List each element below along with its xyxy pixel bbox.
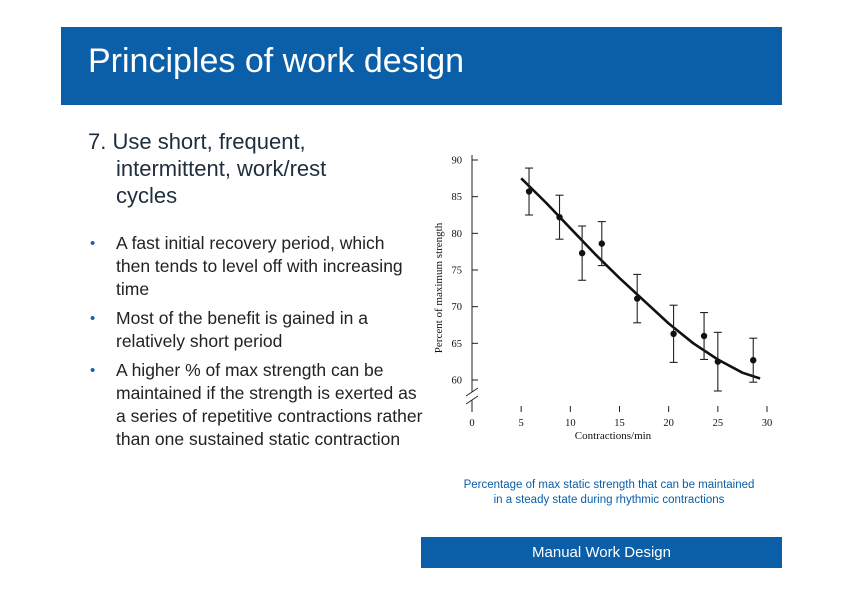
x-tick-label: 30	[761, 418, 773, 429]
bullet-dot-icon: •	[90, 235, 96, 252]
caption-line-2: in a steady state during rhythmic contractions	[493, 494, 725, 506]
data-point	[556, 214, 562, 220]
y-tick-label: 60	[451, 375, 462, 387]
bullet-text: Most of the benefit is gained in a relatively short period	[116, 308, 368, 351]
footer-label: Manual Work Design	[532, 544, 671, 561]
bullet-item	[88, 359, 423, 451]
data-point	[750, 357, 756, 363]
x-tick-label: 5	[518, 418, 524, 429]
x-tick-label: 15	[614, 418, 625, 429]
data-points-layer	[525, 168, 757, 391]
y-tick-label: 85	[451, 192, 462, 204]
y-tick-label: 70	[451, 302, 462, 314]
data-point	[701, 333, 707, 339]
data-point	[670, 331, 676, 337]
heading-line-2: intermittent, work/rest	[116, 156, 327, 181]
x-tick-label: 20	[663, 418, 674, 429]
chart-axes	[452, 155, 773, 429]
bullet-dot-icon: •	[90, 310, 96, 327]
strength-chart	[428, 148, 778, 443]
fit-curve-layer	[521, 178, 760, 378]
fit-curve	[521, 178, 760, 378]
x-tick-label: 25	[712, 418, 724, 429]
heading-line-1: 7. Use short, frequent,	[88, 129, 306, 154]
data-point	[599, 240, 605, 246]
y-tick-label: 90	[451, 155, 462, 167]
y-tick-label: 65	[451, 338, 462, 350]
bullet-item	[88, 232, 423, 301]
title-bar	[61, 27, 782, 105]
chart-caption	[440, 478, 778, 508]
y-tick-label: 75	[451, 265, 462, 277]
x-axis-label: Contractions/min	[574, 430, 652, 442]
slide-title: Principles of work design	[88, 42, 465, 80]
principle-heading	[88, 128, 408, 209]
bullet-text: A higher % of max strength can be maintained if the strength is exerted as a series of repetitive contractions rather than one sustained static contraction	[116, 360, 423, 449]
data-point	[634, 295, 640, 301]
bullet-item	[88, 307, 423, 353]
heading-line-3: cycles	[116, 183, 178, 208]
data-point	[526, 188, 532, 194]
x-tick-label: 0	[469, 418, 475, 429]
caption-line-1: Percentage of max static strength that can be maintained	[463, 479, 755, 491]
x-tick-label: 10	[565, 418, 576, 429]
data-point	[715, 358, 721, 364]
bullet-text: A fast initial recovery period, which then tends to level off with increasing time	[116, 233, 403, 299]
bullet-dot-icon: •	[90, 362, 96, 379]
data-point	[579, 250, 585, 256]
footer-bar	[421, 537, 782, 568]
y-axis-label: Percent of maximum strength	[433, 222, 445, 354]
y-tick-label: 80	[451, 228, 462, 240]
bullet-list	[88, 232, 423, 457]
